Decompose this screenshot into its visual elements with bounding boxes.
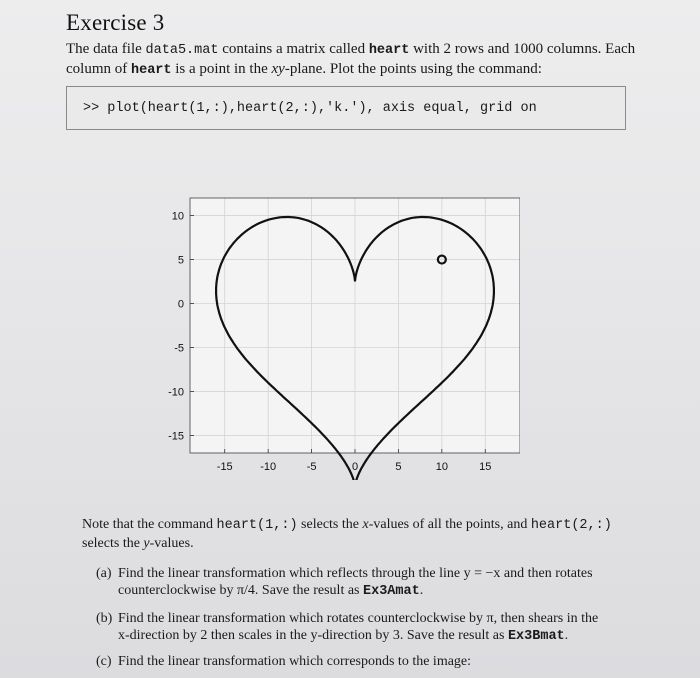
y-tick-label: -10 bbox=[168, 386, 184, 399]
x-tick-label: -15 bbox=[216, 461, 233, 473]
command-box bbox=[66, 86, 626, 130]
question-a-line-1 bbox=[96, 565, 636, 582]
intro-line-2 bbox=[66, 60, 666, 80]
x-tick-label: -5 bbox=[306, 461, 317, 473]
note-line-1 bbox=[82, 516, 642, 535]
question-text: x-direction by 2 then scales in the y-direction by 3. Save the result as bbox=[118, 628, 508, 643]
intro-text: -plane. Plot the points using the command: bbox=[284, 61, 542, 77]
question-text: Find the linear transformation which reflects through the line y = −x and then rotates bbox=[118, 566, 593, 581]
intro-paragraph bbox=[66, 40, 666, 80]
question-text: Find the linear transformation which corresponds to the image: bbox=[118, 654, 472, 669]
note-command-y: heart(2,:) bbox=[530, 518, 612, 533]
question-b bbox=[96, 610, 636, 645]
question-c bbox=[96, 653, 636, 670]
question-text: Find the linear transformation which rotates counterclockwise by π, then shears in the bbox=[118, 611, 599, 626]
y-tick-label: 5 bbox=[177, 254, 184, 267]
x-tick-label: 10 bbox=[435, 461, 448, 473]
question-c-line-1 bbox=[96, 653, 636, 670]
intro-line-1 bbox=[66, 40, 666, 60]
intro-text: is a point in the bbox=[171, 61, 272, 77]
result-variable-b: Ex3Bmat bbox=[507, 629, 565, 644]
note-text: -values of all the points, and bbox=[368, 517, 531, 532]
question-marker: (c) bbox=[96, 654, 112, 669]
intro-text: The data file bbox=[66, 41, 146, 57]
question-marker: (b) bbox=[96, 611, 113, 626]
y-tick-label: 0 bbox=[177, 298, 184, 311]
question-a-line-2 bbox=[96, 582, 636, 600]
intro-text: contains a matrix called bbox=[218, 41, 369, 57]
x-tick-label: 5 bbox=[395, 461, 402, 473]
plane-name: xy bbox=[271, 61, 285, 77]
question-b-line-2 bbox=[96, 627, 636, 645]
note-paragraph bbox=[82, 516, 642, 553]
question-a bbox=[96, 565, 636, 600]
question-marker: (a) bbox=[96, 566, 112, 581]
y-tick-label: -5 bbox=[174, 342, 184, 355]
question-text: counterclockwise by π/4. Save the result as bbox=[118, 583, 363, 598]
note-text: selects the bbox=[297, 517, 363, 532]
x-tick-label: 15 bbox=[479, 461, 492, 473]
note-text: selects the bbox=[82, 536, 144, 551]
note-line-2 bbox=[82, 535, 642, 553]
question-b-line-1 bbox=[96, 610, 636, 627]
y-variable: y bbox=[143, 536, 150, 551]
heart-plot bbox=[160, 190, 520, 480]
result-variable-a: Ex3Amat bbox=[363, 584, 420, 599]
x-tick-label: 0 bbox=[351, 461, 359, 473]
x-variable: x bbox=[362, 517, 369, 532]
intro-text: with 2 rows and 1000 columns. Each bbox=[409, 41, 636, 57]
x-tick-label: -10 bbox=[260, 461, 277, 473]
intro-text: column of bbox=[66, 61, 131, 77]
matrix-name: heart bbox=[131, 63, 172, 78]
plot-command: >> plot(heart(1,:),heart(2,:),'k.'), axis equal, grid on bbox=[83, 101, 537, 116]
note-text: Note that the command bbox=[82, 517, 217, 532]
question-text: . bbox=[419, 583, 424, 598]
data-file-name: data5.mat bbox=[145, 43, 219, 58]
note-command-x: heart(1,:) bbox=[216, 518, 298, 533]
question-text: . bbox=[564, 628, 569, 643]
matrix-name: heart bbox=[368, 43, 410, 58]
note-text: -values. bbox=[149, 536, 194, 551]
exercise-title: Exercise 3 bbox=[66, 10, 165, 35]
y-tick-label: -15 bbox=[168, 430, 184, 443]
y-tick-label: 10 bbox=[171, 210, 184, 223]
